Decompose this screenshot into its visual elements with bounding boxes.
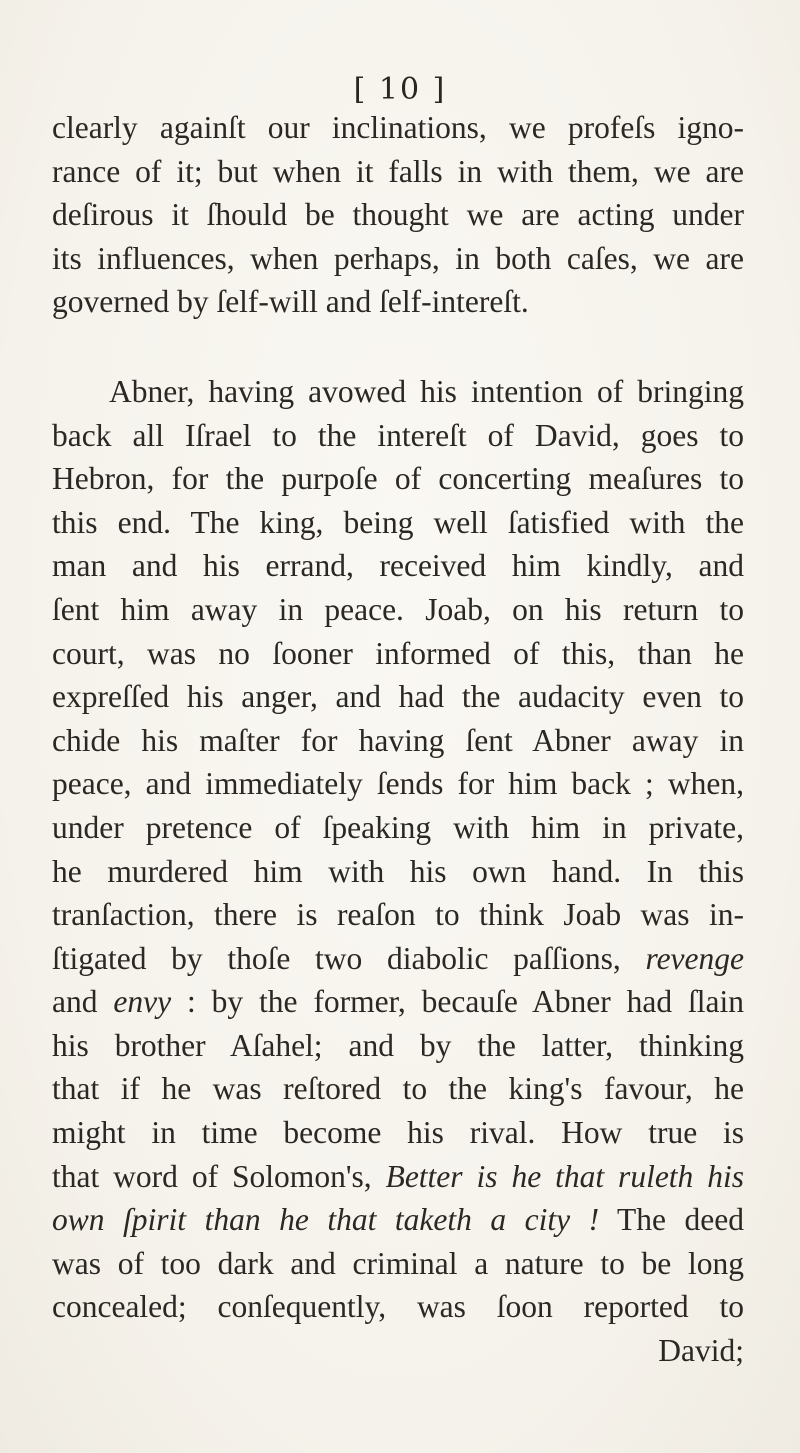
- text-line: ſent him away in peace. Joab, on his return to: [52, 591, 744, 627]
- text-line: under pretence of ſpeaking with him in private,: [52, 809, 744, 845]
- text-line: expreſſed his anger, and had the audacity even to: [52, 679, 744, 715]
- text-line: [52, 1155, 744, 1199]
- italic-text: revenge: [645, 940, 744, 976]
- catchword: David;: [658, 1333, 744, 1369]
- text-line: tranſaction, there is reaſon to think Joab was in-: [52, 897, 744, 933]
- italic-text: own ſpirit than he that taketh a city !: [52, 1202, 600, 1238]
- text-line: man and his errand, received him kindly, and: [52, 548, 744, 584]
- text-line: deſirous it ſhould be thought we are acting under: [52, 197, 744, 233]
- text-line: this end. The king, being well ſatisfied with the: [52, 504, 744, 540]
- text-line: was of too dark and criminal a nature to be long: [52, 1245, 744, 1281]
- page-number: [ 10 ]: [353, 72, 447, 107]
- text-line: peace, and immediately ſends for him back ; when,: [52, 766, 744, 802]
- text-line: [52, 937, 744, 981]
- text-line: Hebron, for the purpoſe of concerting meaſures to: [52, 461, 744, 497]
- text-line: [52, 1198, 744, 1242]
- italic-text: envy: [113, 984, 172, 1020]
- text-line: clearly againſt our inclinations, we profeſs igno-: [52, 110, 744, 145]
- text-run: : by the former, becauſe Abner had ſlain: [171, 984, 744, 1020]
- text-line: [52, 980, 744, 1024]
- text-line: its influences, when perhaps, in both caſes, we are: [52, 240, 744, 276]
- text-line: concealed; conſequently, was ſoon reported to: [52, 1289, 744, 1325]
- text-run: The deed: [599, 1202, 744, 1238]
- text-line: Abner, having avowed his intention of bringing: [109, 373, 744, 409]
- text-line: might in time become his rival. How true is: [52, 1115, 744, 1151]
- text-run: that word of Solomon's,: [52, 1158, 386, 1194]
- text-run: ſtigated by thoſe two diabolic paſſions,: [52, 940, 646, 976]
- text-run: and: [52, 984, 114, 1020]
- text-line: rance of it; but when it falls in with them, we are: [52, 153, 744, 189]
- text-line: his brother Aſahel; and by the latter, thinking: [52, 1027, 744, 1063]
- paragraph-gap: [52, 324, 744, 370]
- text-line: back all Iſrael to the intereſt of David, goes to: [52, 417, 744, 453]
- italic-text: Better is he that ruleth his: [385, 1158, 745, 1194]
- text-line: governed by ſelf-will and ſelf-intereſt.: [52, 284, 529, 320]
- text-line: he murdered him with his own hand. In this: [52, 853, 744, 889]
- text-line: chide his maſter for having ſent Abner away in: [52, 722, 744, 758]
- text-line: that if he was reſtored to the king's favour, he: [52, 1071, 744, 1107]
- body-text: [52, 106, 744, 1373]
- text-line: court, was no ſooner informed of this, than he: [52, 635, 744, 671]
